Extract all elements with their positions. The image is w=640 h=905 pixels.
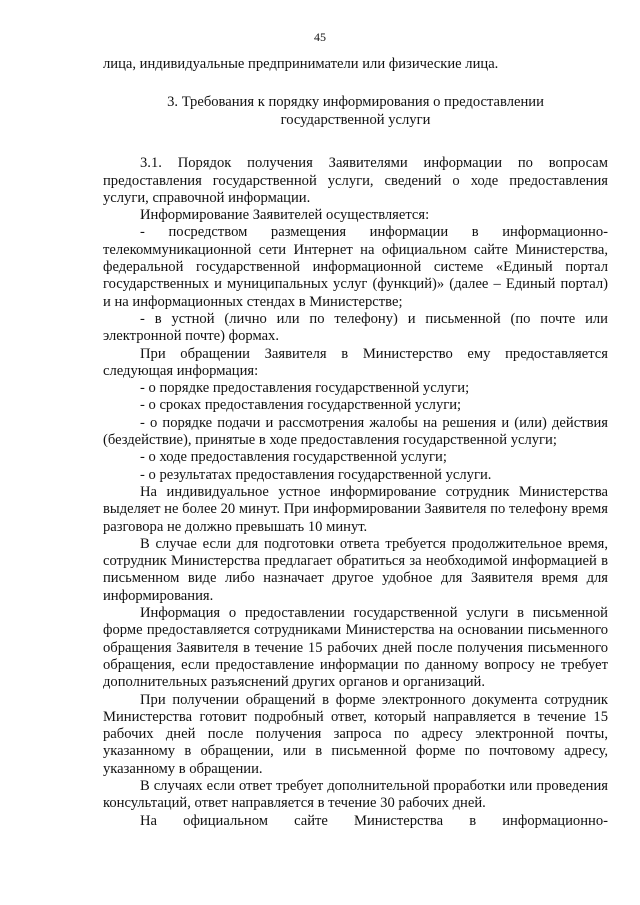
document-body (103, 56, 608, 830)
list-item: - о результатах предоставления государственной услуги. (140, 466, 492, 483)
paragraph: В случае если для подготовки ответа требуется продолжительное время, сотрудник Министерства предлагает обратиться за необходимой информацией в письменном виде либо назначает другое удобное для Заявителя время для информирования. (103, 535, 608, 604)
section-heading-line: 3. Требования к порядку информирования о предоставлении (167, 94, 544, 111)
paragraph: Информирование Заявителей осуществляется: (140, 207, 430, 224)
paragraph: 3.1. Порядок получения Заявителями информации по вопросам предоставления государственной услуги, сведений о ходе предоставления услуги, справочной информации. (103, 155, 608, 206)
list-item: - о ходе предоставления государственной услуги; (140, 449, 447, 466)
paragraph: В случаях если ответ требует дополнительной проработки или проведения консультаций, ответ направляется в течение 30 рабочих дней. (103, 777, 608, 812)
paragraph: лица, индивидуальные предприниматели или физические лица. (103, 56, 499, 72)
section-heading (103, 93, 608, 129)
paragraph: При получении обращений в форме электронного документа сотрудник Министерства готовит подробный ответ, который направляется в течение 15 рабочих дней после получения запроса по адресу электронной почты, указанному в обращении, или в письменной форме по почтовому адресу, указанному в обращении. (103, 691, 608, 777)
paragraph: - посредством размещения информации в информационно-телекоммуникационной сети Интернет на официальном сайте Министерства, федеральной государственной информационной системе «Единый портал государственных и муниципальных услуг (функций)» (далее – Единый портал) и на информационных стендах в Министерстве; (103, 224, 608, 310)
paragraph: На официальном сайте Министерства в информационно- (140, 812, 608, 829)
paragraph: При обращении Заявителя в Министерство ему предоставляется следующая информация: (103, 345, 608, 379)
paragraph: - в устной (лично или по телефону) и письменной (по почте или электронной почте) формах. (103, 310, 608, 345)
list-item: - о сроках предоставления государственной услуги; (140, 397, 462, 414)
list-item: - о порядке подачи и рассмотрения жалобы на решения и (или) действия (бездействие), принятые в ходе предоставления государственной услуги; (103, 414, 608, 449)
paragraph: На индивидуальное устное информирование сотрудник Министерства выделяет не более 20 минут. При информировании Заявителя по телефону время разговора не должно превышать 10 минут. (103, 483, 608, 535)
paragraph: Информация о предоставлении государственной услуги в письменной форме предоставляется сотрудниками Министерства на основании письменного обращения Заявителя в течение 15 рабочих дней после получения письменного обращения, если предоставление информации по данному вопросу не требует дополнительных разъяснений других органов и организаций. (103, 605, 608, 691)
page-number: 45 (314, 30, 326, 44)
section-heading-line: государственной услуги (280, 112, 431, 129)
list-item: - о порядке предоставления государственной услуги; (140, 380, 470, 397)
